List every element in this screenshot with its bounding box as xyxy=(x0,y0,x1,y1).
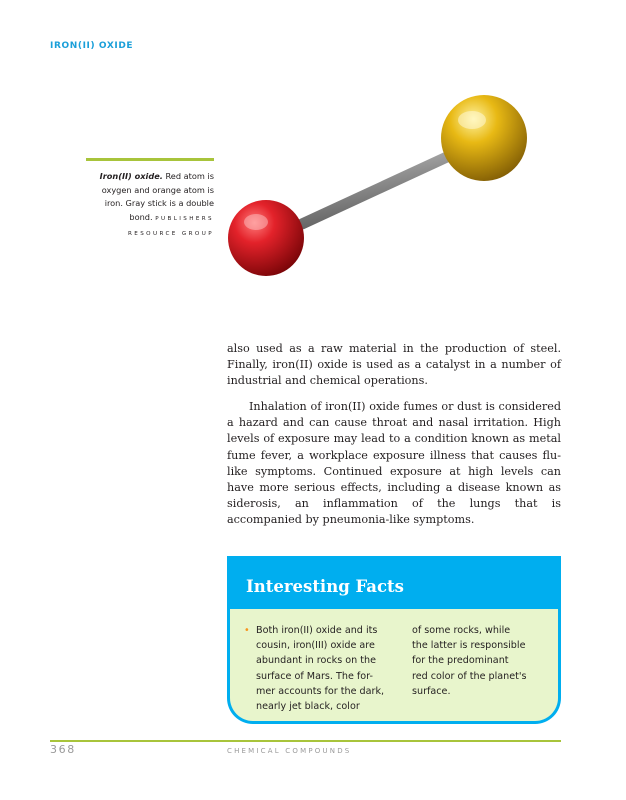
oxygen-atom xyxy=(228,200,304,276)
footer-rule xyxy=(50,740,561,742)
fact-line: red color of the planet's xyxy=(412,670,527,682)
fact-line: the latter is responsible xyxy=(412,640,526,652)
facts-column-2 xyxy=(412,623,552,699)
fact-line: surface. xyxy=(412,685,451,697)
fact-line: surface of Mars. The for- xyxy=(256,670,373,682)
body-text xyxy=(227,341,561,538)
oxygen-atom-highlight xyxy=(244,214,268,230)
fact-line: cousin, iron(III) oxide are xyxy=(256,640,375,652)
facts-body xyxy=(230,609,558,721)
iron-atom-highlight xyxy=(458,111,486,129)
facts-title: Interesting Facts xyxy=(246,577,404,596)
caption-credit: PUBLISHERS RESOURCE GROUP xyxy=(128,215,214,238)
running-head: IRON(II) OXIDE xyxy=(50,41,134,51)
interesting-facts-box xyxy=(227,556,561,724)
caption-text: Red atom is oxygen and orange atom is iron. Gray stick is a double bond. xyxy=(101,171,214,222)
double-bond-stick xyxy=(302,150,462,224)
fact-line: mer accounts for the dark, xyxy=(256,685,385,697)
fact-line: for the predominant xyxy=(412,655,509,667)
fact-line: Both iron(II) oxide and its xyxy=(256,625,378,636)
fact-line: of some rocks, while xyxy=(412,625,511,636)
caption-title: Iron(II) oxide. xyxy=(99,171,163,181)
body-paragraph: Inhalation of iron(II) oxide fumes or dust is considered a hazard and can cause throat and nasal irritation. High levels of exposure may lead to a condition known as metal fume fever, a workplace exposure illness that causes flu-like symptoms. Continued exposure at high levels can have more serious effects, including a disease known as siderosis, an inflammation of the lungs that is accompanied by pneumonia-like symptoms. xyxy=(227,400,561,526)
body-paragraph: also used as a raw material in the production of steel. Finally, iron(II) oxide is used as a catalyst in a number of industrial and chemical operations. xyxy=(227,342,561,388)
fact-line: nearly jet black, color xyxy=(256,701,360,713)
bullet-icon: • xyxy=(244,625,250,636)
page-number: 368 xyxy=(50,743,76,756)
facts-column-1 xyxy=(256,623,396,714)
fact-line: abundant in rocks on the xyxy=(256,655,377,667)
molecule-illustration xyxy=(222,76,552,296)
footer-book-title: CHEMICAL COMPOUNDS xyxy=(227,747,352,755)
figure-caption xyxy=(86,158,214,242)
iron-atom xyxy=(441,95,527,181)
